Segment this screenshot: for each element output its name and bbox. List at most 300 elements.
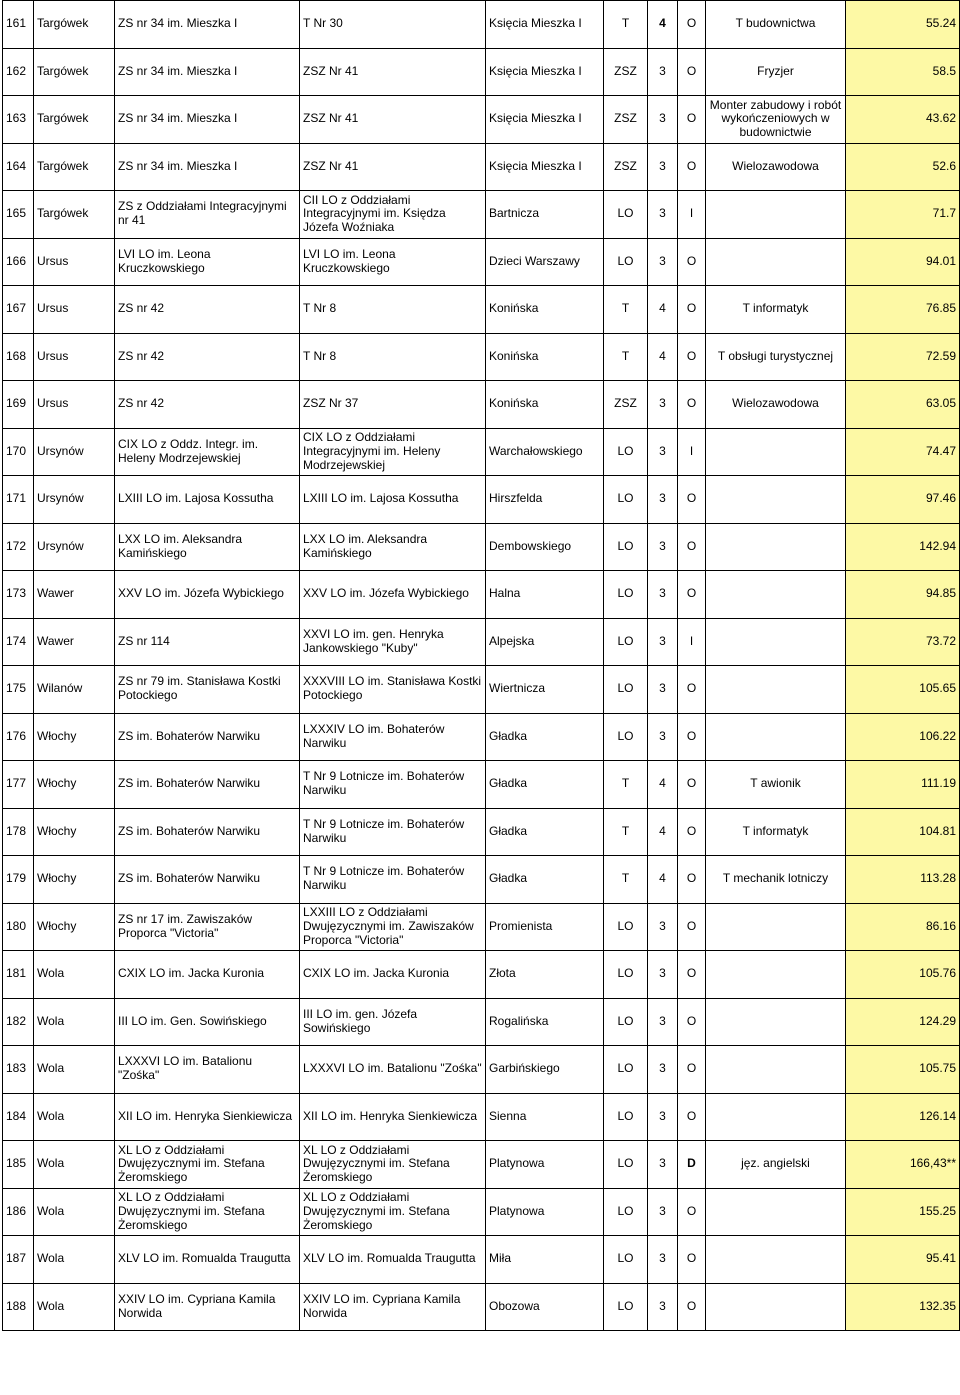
points-cell: 166,43**	[846, 1141, 960, 1189]
row-number: 168	[3, 333, 34, 381]
school-type-cell: LO	[604, 998, 648, 1046]
school-type-cell: ZSZ	[604, 143, 648, 191]
school-type-cell: LO	[604, 666, 648, 714]
mode-cell: O	[678, 476, 706, 524]
school-cell: T Nr 9 Lotnicze im. Bohaterów Narwiku	[300, 761, 486, 809]
profile-cell: T informatyk	[706, 286, 846, 334]
profile-cell: T mechanik lotniczy	[706, 856, 846, 904]
street-cell: Gładka	[486, 808, 604, 856]
school-cell: LXXXVI LO im. Batalionu "Zośka"	[300, 1046, 486, 1094]
table-row	[3, 96, 960, 144]
school-complex-cell: XL LO z Oddziałami Dwujęzycznymi im. Stefana Żeromskiego	[115, 1188, 300, 1236]
points-cell: 105.75	[846, 1046, 960, 1094]
school-complex-cell: ZS nr 34 im. Mieszka I	[115, 96, 300, 144]
mode-cell: O	[678, 1188, 706, 1236]
points-cell: 52.6	[846, 143, 960, 191]
school-type-cell: LO	[604, 238, 648, 286]
years-cell: 4	[648, 808, 678, 856]
profile-cell	[706, 713, 846, 761]
school-cell: CII LO z Oddziałami Integracyjnymi im. Księdza Józefa Woźniaka	[300, 191, 486, 239]
mode-cell: O	[678, 1236, 706, 1284]
school-type-cell: LO	[604, 1093, 648, 1141]
street-cell: Halna	[486, 571, 604, 619]
street-cell: Księcia Mieszka I	[486, 1, 604, 49]
years-cell: 3	[648, 998, 678, 1046]
years-cell: 3	[648, 191, 678, 239]
row-number: 175	[3, 666, 34, 714]
table-row	[3, 571, 960, 619]
street-cell: Złota	[486, 951, 604, 999]
profile-cell: Fryzjer	[706, 48, 846, 96]
row-number: 187	[3, 1236, 34, 1284]
points-cell: 124.29	[846, 998, 960, 1046]
points-cell: 58.5	[846, 48, 960, 96]
school-complex-cell: ZS nr 34 im. Mieszka I	[115, 143, 300, 191]
points-cell: 142.94	[846, 523, 960, 571]
table-row	[3, 761, 960, 809]
street-cell: Księcia Mieszka I	[486, 48, 604, 96]
school-cell: XXVI LO im. gen. Henryka Jankowskiego "Kuby"	[300, 618, 486, 666]
table-row	[3, 808, 960, 856]
table-row	[3, 286, 960, 334]
mode-cell: O	[678, 998, 706, 1046]
points-cell: 155.25	[846, 1188, 960, 1236]
table-row	[3, 618, 960, 666]
school-type-cell: LO	[604, 571, 648, 619]
school-cell: ZSZ Nr 41	[300, 143, 486, 191]
school-type-cell: LO	[604, 476, 648, 524]
profile-cell	[706, 1093, 846, 1141]
school-type-cell: ZSZ	[604, 96, 648, 144]
district-cell: Wola	[34, 1046, 115, 1094]
school-complex-cell: ZS im. Bohaterów Narwiku	[115, 808, 300, 856]
years-cell: 3	[648, 713, 678, 761]
school-type-cell: T	[604, 808, 648, 856]
district-cell: Wawer	[34, 571, 115, 619]
mode-cell: O	[678, 666, 706, 714]
street-cell: Sienna	[486, 1093, 604, 1141]
school-cell: XII LO im. Henryka Sienkiewicza	[300, 1093, 486, 1141]
school-complex-cell: XLV LO im. Romualda Traugutta	[115, 1236, 300, 1284]
school-cell: ZSZ Nr 37	[300, 381, 486, 429]
street-cell: Alpejska	[486, 618, 604, 666]
school-type-cell: T	[604, 856, 648, 904]
school-complex-cell: ZS im. Bohaterów Narwiku	[115, 856, 300, 904]
table-row	[3, 143, 960, 191]
school-type-cell: LO	[604, 618, 648, 666]
mode-cell: I	[678, 191, 706, 239]
school-cell: XLV LO im. Romualda Traugutta	[300, 1236, 486, 1284]
street-cell: Platynowa	[486, 1188, 604, 1236]
school-complex-cell: ZS nr 17 im. Zawiszaków Proporca "Victoria"	[115, 903, 300, 951]
district-cell: Targówek	[34, 96, 115, 144]
points-cell: 104.81	[846, 808, 960, 856]
school-cell: LXXIII LO z Oddziałami Dwujęzycznymi im. Zawiszaków Proporca "Victoria"	[300, 903, 486, 951]
school-complex-cell: ZS nr 34 im. Mieszka I	[115, 48, 300, 96]
school-complex-cell: LVI LO im. Leona Kruczkowskiego	[115, 238, 300, 286]
mode-cell: O	[678, 143, 706, 191]
years-cell: 3	[648, 428, 678, 476]
mode-cell: O	[678, 238, 706, 286]
street-cell: Bartnicza	[486, 191, 604, 239]
district-cell: Targówek	[34, 143, 115, 191]
district-cell: Wola	[34, 1236, 115, 1284]
row-number: 170	[3, 428, 34, 476]
row-number: 188	[3, 1283, 34, 1331]
table-row	[3, 1283, 960, 1331]
points-cell: 94.01	[846, 238, 960, 286]
years-cell: 3	[648, 96, 678, 144]
table-row	[3, 951, 960, 999]
profile-cell	[706, 666, 846, 714]
table-row	[3, 476, 960, 524]
school-complex-cell: ZS im. Bohaterów Narwiku	[115, 761, 300, 809]
profile-cell	[706, 618, 846, 666]
district-cell: Ursynów	[34, 476, 115, 524]
school-cell: CIX LO z Oddziałami Integracyjnymi im. Heleny Modrzejewskiej	[300, 428, 486, 476]
mode-cell: O	[678, 1283, 706, 1331]
profile-cell	[706, 428, 846, 476]
years-cell: 3	[648, 1093, 678, 1141]
table-row	[3, 1141, 960, 1189]
school-cell: XXXVIII LO im. Stanisława Kostki Potockiego	[300, 666, 486, 714]
school-complex-cell: ZS nr 114	[115, 618, 300, 666]
district-cell: Ursus	[34, 333, 115, 381]
school-cell: ZSZ Nr 41	[300, 48, 486, 96]
row-number: 182	[3, 998, 34, 1046]
school-complex-cell: XII LO im. Henryka Sienkiewicza	[115, 1093, 300, 1141]
points-cell: 72.59	[846, 333, 960, 381]
school-complex-cell: XXIV LO im. Cypriana Kamila Norwida	[115, 1283, 300, 1331]
school-cell: CXIX LO im. Jacka Kuronia	[300, 951, 486, 999]
school-type-cell: LO	[604, 1283, 648, 1331]
profile-cell	[706, 476, 846, 524]
row-number: 183	[3, 1046, 34, 1094]
row-number: 184	[3, 1093, 34, 1141]
street-cell: Warchałowskiego	[486, 428, 604, 476]
row-number: 177	[3, 761, 34, 809]
school-type-cell: ZSZ	[604, 381, 648, 429]
years-cell: 4	[648, 286, 678, 334]
schools-table	[2, 0, 960, 1331]
school-complex-cell: ZS nr 34 im. Mieszka I	[115, 1, 300, 49]
years-cell: 4	[648, 333, 678, 381]
school-type-cell: LO	[604, 1188, 648, 1236]
mode-cell: O	[678, 571, 706, 619]
district-cell: Wola	[34, 998, 115, 1046]
school-complex-cell: ZS nr 79 im. Stanisława Kostki Potockiego	[115, 666, 300, 714]
row-number: 185	[3, 1141, 34, 1189]
profile-cell: Wielozawodowa	[706, 143, 846, 191]
points-cell: 132.35	[846, 1283, 960, 1331]
points-cell: 97.46	[846, 476, 960, 524]
school-type-cell: T	[604, 333, 648, 381]
years-cell: 4	[648, 1, 678, 49]
points-cell: 73.72	[846, 618, 960, 666]
points-cell: 111.19	[846, 761, 960, 809]
profile-cell	[706, 571, 846, 619]
row-number: 176	[3, 713, 34, 761]
years-cell: 4	[648, 856, 678, 904]
mode-cell: O	[678, 713, 706, 761]
district-cell: Targówek	[34, 191, 115, 239]
points-cell: 43.62	[846, 96, 960, 144]
school-type-cell: LO	[604, 1141, 648, 1189]
points-cell: 74.47	[846, 428, 960, 476]
table-row	[3, 381, 960, 429]
school-complex-cell: XL LO z Oddziałami Dwujęzycznymi im. Stefana Żeromskiego	[115, 1141, 300, 1189]
district-cell: Wola	[34, 1141, 115, 1189]
row-number: 167	[3, 286, 34, 334]
street-cell: Dzieci Warszawy	[486, 238, 604, 286]
table-row	[3, 1236, 960, 1284]
table-row	[3, 856, 960, 904]
mode-cell: O	[678, 523, 706, 571]
street-cell: Gładka	[486, 761, 604, 809]
profile-cell	[706, 1046, 846, 1094]
mode-cell: O	[678, 903, 706, 951]
row-number: 162	[3, 48, 34, 96]
school-complex-cell: ZS nr 42	[115, 381, 300, 429]
row-number: 174	[3, 618, 34, 666]
street-cell: Obozowa	[486, 1283, 604, 1331]
years-cell: 3	[648, 951, 678, 999]
table-row	[3, 1046, 960, 1094]
school-cell: XXV LO im. Józefa Wybickiego	[300, 571, 486, 619]
points-cell: 105.65	[846, 666, 960, 714]
table-row	[3, 333, 960, 381]
row-number: 181	[3, 951, 34, 999]
row-number: 161	[3, 1, 34, 49]
mode-cell: O	[678, 808, 706, 856]
profile-cell: Monter zabudowy i robót wykończeniowych w budownictwie	[706, 96, 846, 144]
table-row	[3, 191, 960, 239]
street-cell: Wiertnicza	[486, 666, 604, 714]
table-body	[3, 1, 960, 1331]
street-cell: Konińska	[486, 333, 604, 381]
row-number: 165	[3, 191, 34, 239]
years-cell: 3	[648, 903, 678, 951]
table-row	[3, 1, 960, 49]
school-complex-cell: ZS nr 42	[115, 333, 300, 381]
school-cell: T Nr 30	[300, 1, 486, 49]
row-number: 178	[3, 808, 34, 856]
mode-cell: O	[678, 286, 706, 334]
years-cell: 3	[648, 618, 678, 666]
school-cell: T Nr 8	[300, 286, 486, 334]
school-type-cell: LO	[604, 951, 648, 999]
profile-cell	[706, 238, 846, 286]
district-cell: Wola	[34, 1093, 115, 1141]
street-cell: Gładka	[486, 713, 604, 761]
district-cell: Ursus	[34, 381, 115, 429]
years-cell: 3	[648, 238, 678, 286]
street-cell: Gładka	[486, 856, 604, 904]
row-number: 172	[3, 523, 34, 571]
profile-cell: T obsługi turystycznej	[706, 333, 846, 381]
school-cell: T Nr 9 Lotnicze im. Bohaterów Narwiku	[300, 856, 486, 904]
years-cell: 3	[648, 381, 678, 429]
school-type-cell: LO	[604, 1046, 648, 1094]
school-type-cell: LO	[604, 523, 648, 571]
school-type-cell: LO	[604, 903, 648, 951]
school-type-cell: T	[604, 1, 648, 49]
mode-cell: O	[678, 96, 706, 144]
row-number: 163	[3, 96, 34, 144]
points-cell: 106.22	[846, 713, 960, 761]
school-complex-cell: LXIII LO im. Lajosa Kossutha	[115, 476, 300, 524]
mode-cell: D	[678, 1141, 706, 1189]
street-cell: Hirszfelda	[486, 476, 604, 524]
street-cell: Miła	[486, 1236, 604, 1284]
profile-cell	[706, 951, 846, 999]
school-complex-cell: XXV LO im. Józefa Wybickiego	[115, 571, 300, 619]
years-cell: 3	[648, 1188, 678, 1236]
profile-cell	[706, 523, 846, 571]
years-cell: 3	[648, 143, 678, 191]
school-complex-cell: III LO im. Gen. Sowińskiego	[115, 998, 300, 1046]
profile-cell	[706, 1188, 846, 1236]
row-number: 164	[3, 143, 34, 191]
points-cell: 55.24	[846, 1, 960, 49]
row-number: 186	[3, 1188, 34, 1236]
school-type-cell: LO	[604, 713, 648, 761]
street-cell: Konińska	[486, 286, 604, 334]
table-row	[3, 998, 960, 1046]
table-row	[3, 903, 960, 951]
school-type-cell: T	[604, 761, 648, 809]
years-cell: 3	[648, 476, 678, 524]
profile-cell	[706, 998, 846, 1046]
school-cell: T Nr 9 Lotnicze im. Bohaterów Narwiku	[300, 808, 486, 856]
row-number: 179	[3, 856, 34, 904]
school-complex-cell: CXIX LO im. Jacka Kuronia	[115, 951, 300, 999]
street-cell: Dembowskiego	[486, 523, 604, 571]
district-cell: Włochy	[34, 761, 115, 809]
profile-cell	[706, 191, 846, 239]
street-cell: Garbińskiego	[486, 1046, 604, 1094]
table-row	[3, 238, 960, 286]
points-cell: 95.41	[846, 1236, 960, 1284]
years-cell: 4	[648, 761, 678, 809]
points-cell: 105.76	[846, 951, 960, 999]
street-cell: Platynowa	[486, 1141, 604, 1189]
district-cell: Włochy	[34, 713, 115, 761]
school-cell: LXX LO im. Aleksandra Kamińskiego	[300, 523, 486, 571]
profile-cell: Wielozawodowa	[706, 381, 846, 429]
years-cell: 3	[648, 48, 678, 96]
street-cell: Księcia Mieszka I	[486, 143, 604, 191]
school-complex-cell: LXXXVI LO im. Batalionu "Zośka"	[115, 1046, 300, 1094]
row-number: 180	[3, 903, 34, 951]
mode-cell: O	[678, 951, 706, 999]
school-complex-cell: ZS nr 42	[115, 286, 300, 334]
mode-cell: O	[678, 1, 706, 49]
row-number: 169	[3, 381, 34, 429]
district-cell: Wola	[34, 1283, 115, 1331]
school-type-cell: ZSZ	[604, 48, 648, 96]
profile-cell	[706, 1283, 846, 1331]
years-cell: 3	[648, 666, 678, 714]
years-cell: 3	[648, 571, 678, 619]
mode-cell: O	[678, 48, 706, 96]
profile-cell: T budownictwa	[706, 1, 846, 49]
district-cell: Wola	[34, 1188, 115, 1236]
district-cell: Ursus	[34, 286, 115, 334]
profile-cell: T awionik	[706, 761, 846, 809]
points-cell: 94.85	[846, 571, 960, 619]
years-cell: 3	[648, 1283, 678, 1331]
profile-cell	[706, 903, 846, 951]
mode-cell: O	[678, 1093, 706, 1141]
school-complex-cell: ZS im. Bohaterów Narwiku	[115, 713, 300, 761]
profile-cell	[706, 1236, 846, 1284]
school-cell: XL LO z Oddziałami Dwujęzycznymi im. Stefana Żeromskiego	[300, 1188, 486, 1236]
school-cell: T Nr 8	[300, 333, 486, 381]
table-row	[3, 713, 960, 761]
school-cell: XL LO z Oddziałami Dwujęzycznymi im. Stefana Żeromskiego	[300, 1141, 486, 1189]
years-cell: 3	[648, 1236, 678, 1284]
row-number: 173	[3, 571, 34, 619]
district-cell: Włochy	[34, 856, 115, 904]
street-cell: Księcia Mieszka I	[486, 96, 604, 144]
table-row	[3, 48, 960, 96]
school-cell: XXIV LO im. Cypriana Kamila Norwida	[300, 1283, 486, 1331]
points-cell: 86.16	[846, 903, 960, 951]
mode-cell: I	[678, 428, 706, 476]
district-cell: Targówek	[34, 1, 115, 49]
mode-cell: O	[678, 856, 706, 904]
school-complex-cell: CIX LO z Oddz. Integr. im. Heleny Modrzejewskiej	[115, 428, 300, 476]
school-cell: LXIII LO im. Lajosa Kossutha	[300, 476, 486, 524]
table-row	[3, 1188, 960, 1236]
district-cell: Ursus	[34, 238, 115, 286]
school-type-cell: LO	[604, 1236, 648, 1284]
mode-cell: O	[678, 333, 706, 381]
district-cell: Ursynów	[34, 523, 115, 571]
street-cell: Rogalińska	[486, 998, 604, 1046]
district-cell: Włochy	[34, 808, 115, 856]
district-cell: Wola	[34, 951, 115, 999]
row-number: 171	[3, 476, 34, 524]
table-row	[3, 523, 960, 571]
school-cell: ZSZ Nr 41	[300, 96, 486, 144]
mode-cell: O	[678, 1046, 706, 1094]
mode-cell: O	[678, 381, 706, 429]
district-cell: Wawer	[34, 618, 115, 666]
mode-cell: I	[678, 618, 706, 666]
school-complex-cell: ZS z Oddziałami Integracyjnymi nr 41	[115, 191, 300, 239]
points-cell: 126.14	[846, 1093, 960, 1141]
table-row	[3, 1093, 960, 1141]
profile-cell: T informatyk	[706, 808, 846, 856]
years-cell: 3	[648, 523, 678, 571]
row-number: 166	[3, 238, 34, 286]
district-cell: Wilanów	[34, 666, 115, 714]
years-cell: 3	[648, 1046, 678, 1094]
points-cell: 63.05	[846, 381, 960, 429]
district-cell: Ursynów	[34, 428, 115, 476]
district-cell: Włochy	[34, 903, 115, 951]
points-cell: 71.7	[846, 191, 960, 239]
mode-cell: O	[678, 761, 706, 809]
school-type-cell: LO	[604, 428, 648, 476]
street-cell: Konińska	[486, 381, 604, 429]
street-cell: Promienista	[486, 903, 604, 951]
table-row	[3, 428, 960, 476]
years-cell: 3	[648, 1141, 678, 1189]
school-complex-cell: LXX LO im. Aleksandra Kamińskiego	[115, 523, 300, 571]
